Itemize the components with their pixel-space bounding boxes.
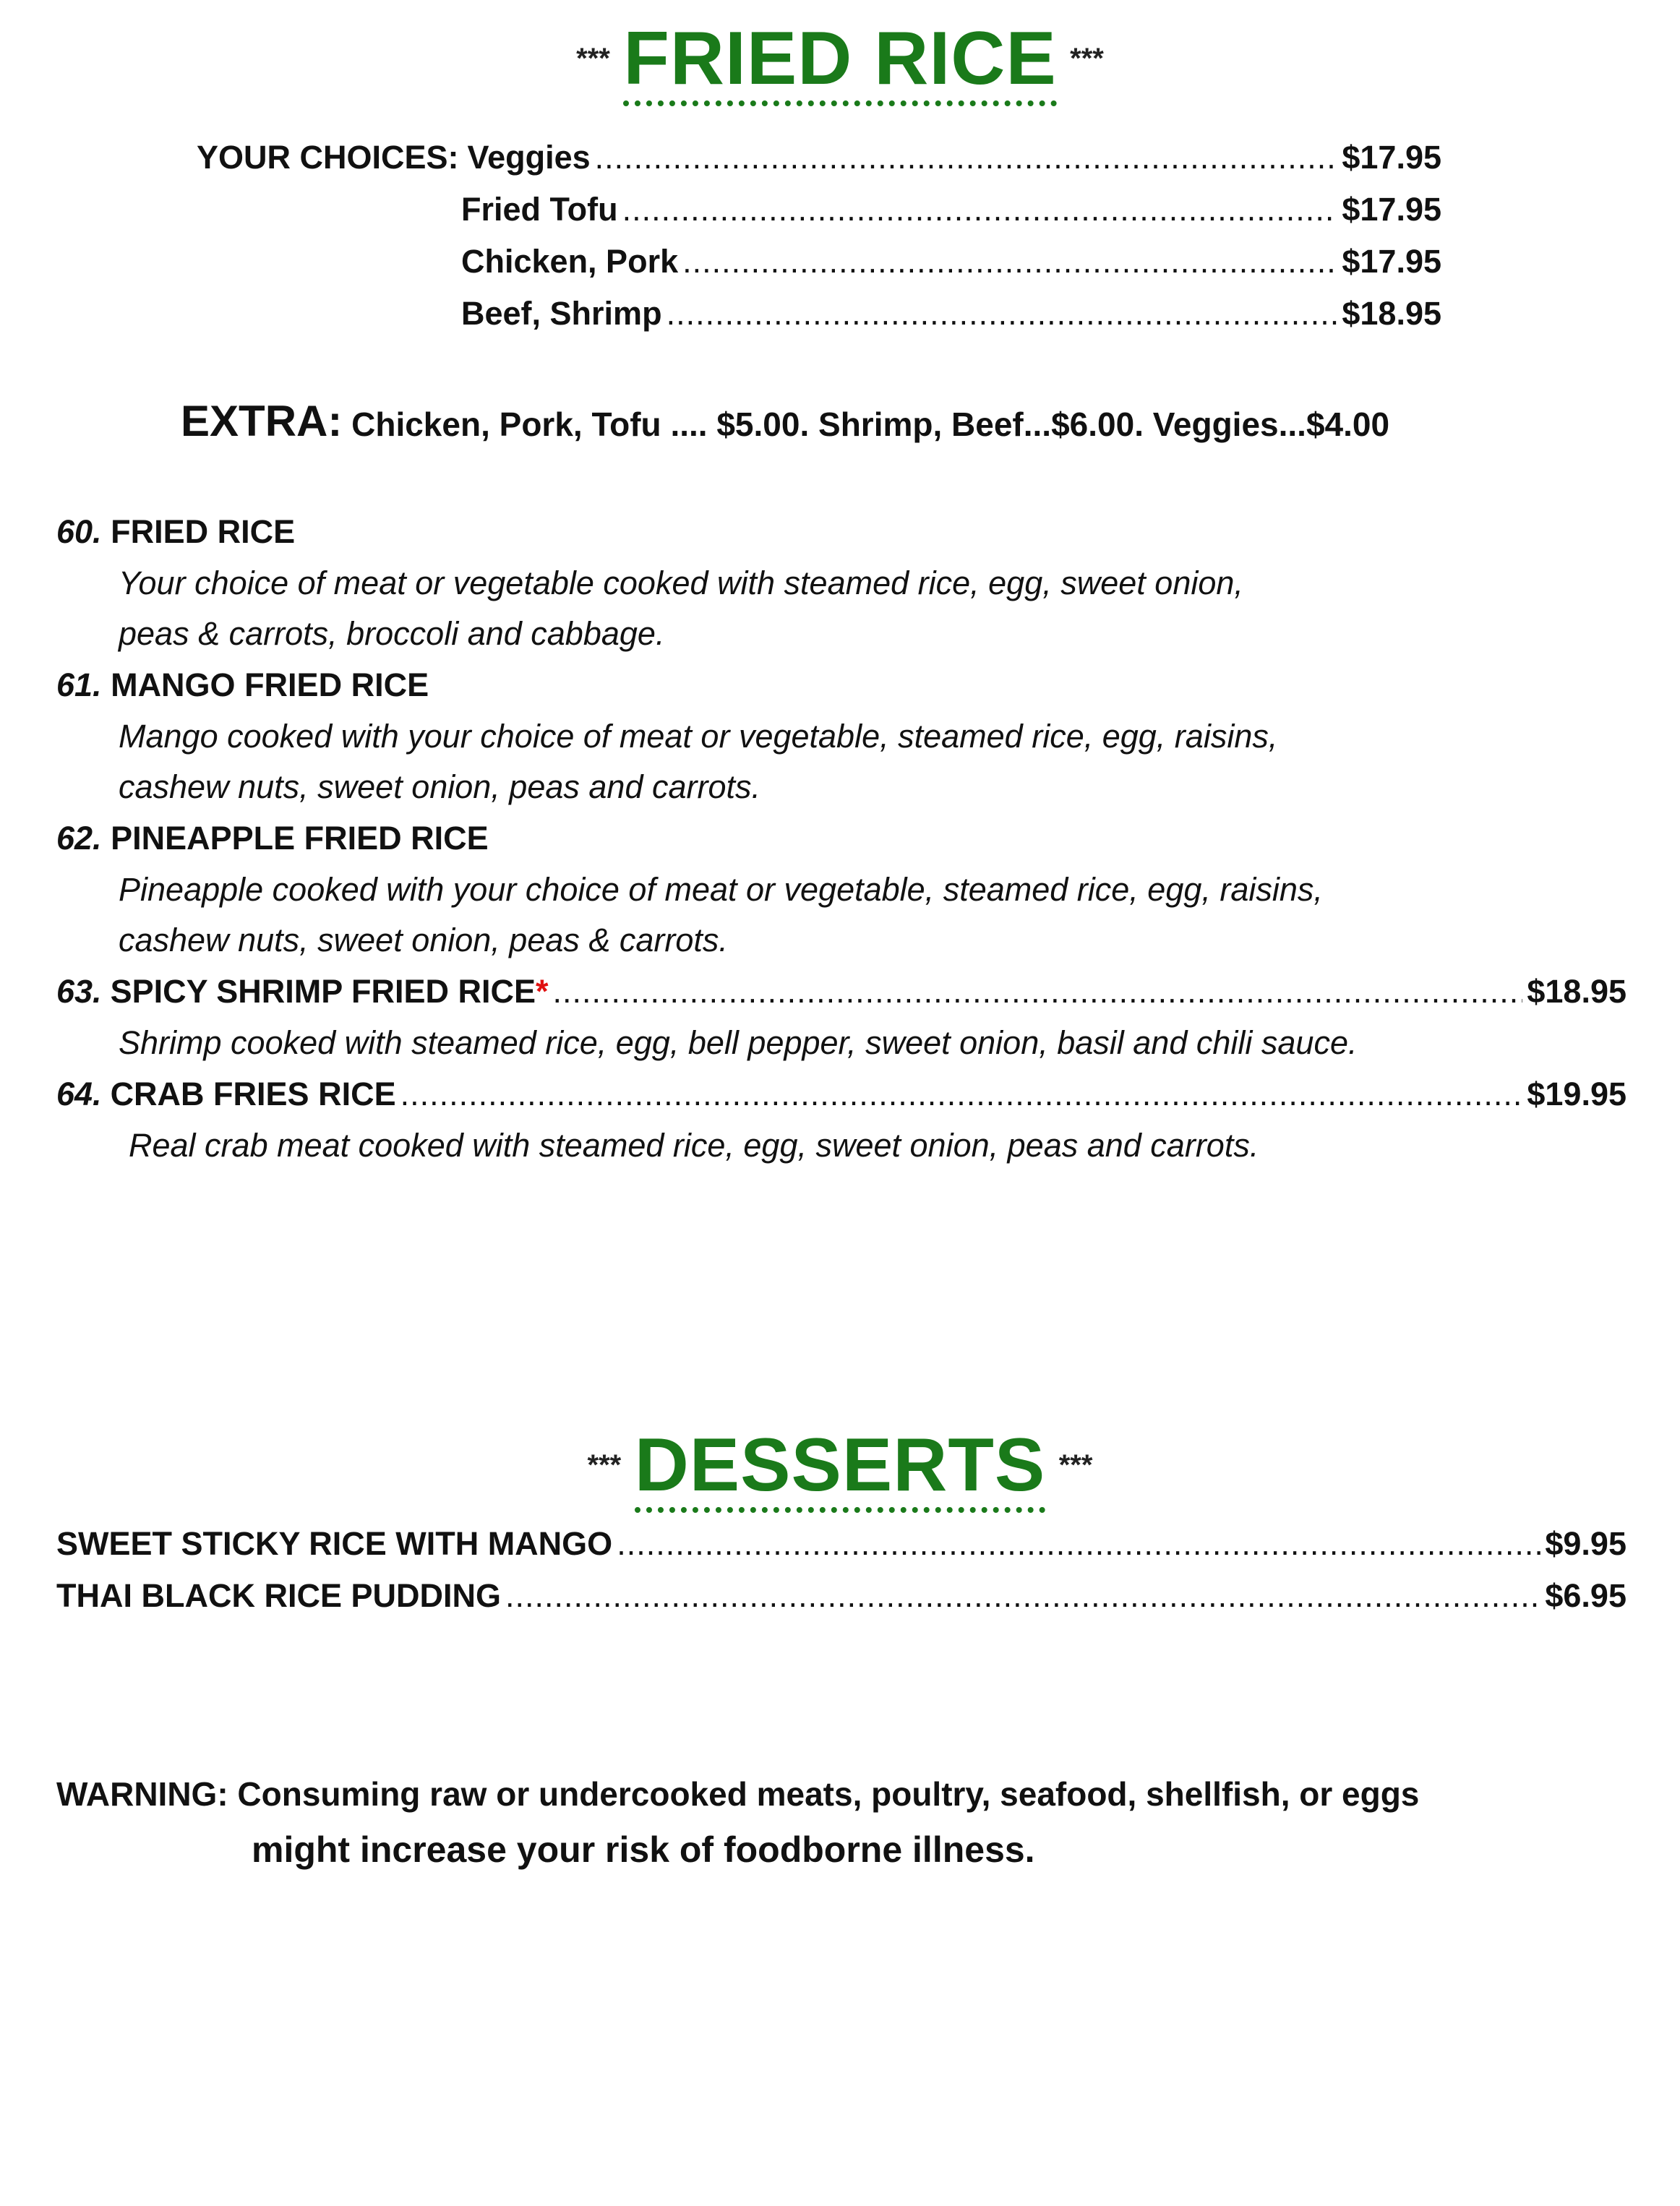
desc-line: Your choice of meat or vegetable cooked with steamed rice, egg, sweet onion, [119, 565, 1243, 601]
item-price: $18.95 [1527, 973, 1627, 1010]
item-price: $19.95 [1527, 1076, 1627, 1112]
desc-line: Pineapple cooked with your choice of meat or vegetable, steamed rice, egg, raisins, [119, 871, 1323, 908]
extra-text: Chicken, Pork, Tofu .... $5.00. Shrimp, Beef...$6.00. Veggies...$4.00 [351, 405, 1390, 443]
item-description [129, 1120, 1627, 1171]
choice-name: Fried Tofu [461, 191, 618, 228]
fried-rice-heading [0, 16, 1680, 102]
desserts-heading [0, 1422, 1680, 1508]
leader-dots [667, 295, 1338, 332]
extra-label: EXTRA: [181, 397, 343, 445]
fried-rice-title: FRIED RICE [623, 17, 1057, 100]
dessert-price: $9.95 [1545, 1525, 1627, 1562]
desserts-list [56, 1525, 1627, 1629]
choice-row [461, 243, 1441, 295]
desc-line: cashew nuts, sweet onion, peas and carrots. [119, 768, 761, 805]
desserts-title: DESSERTS [634, 1423, 1046, 1507]
choice-row [461, 295, 1441, 347]
leader-dots [682, 243, 1337, 280]
heading-stars-right: *** [1070, 43, 1104, 74]
item-number: 61. [56, 666, 102, 703]
item-number: 64. [56, 1076, 102, 1112]
choice-name: Veggies [467, 139, 591, 176]
item-number: 60. [56, 513, 102, 550]
item-name: CRAB FRIES RICE [110, 1076, 396, 1112]
menu-item-title [56, 966, 1627, 1018]
item-name: FRIED RICE [111, 513, 296, 550]
dessert-name: SWEET STICKY RICE WITH MANGO [56, 1525, 613, 1562]
item-name: MANGO FRIED RICE [111, 666, 429, 703]
warning-line-2: might increase your risk of foodborne illness. [252, 1829, 1035, 1870]
item-description [119, 558, 1627, 659]
item-description [119, 1018, 1627, 1068]
choice-name: Chicken, Pork [461, 243, 679, 280]
item-name: SPICY SHRIMP FRIED RICE [110, 973, 536, 1010]
desc-line: Shrimp cooked with steamed rice, egg, bell pepper, sweet onion, basil and chili sauce. [119, 1024, 1358, 1061]
dessert-price: $6.95 [1545, 1577, 1627, 1614]
leader-dots [400, 1068, 1523, 1120]
choices-label: YOUR CHOICES: [197, 139, 459, 176]
heading-stars-left: *** [587, 1449, 622, 1481]
item-description [119, 864, 1627, 966]
leader-dots [595, 139, 1338, 176]
dessert-row [56, 1577, 1627, 1629]
choice-row [461, 191, 1441, 243]
leader-dots [617, 1525, 1540, 1563]
dessert-name: THAI BLACK RICE PUDDING [56, 1577, 501, 1614]
heading-stars-left: *** [576, 43, 610, 74]
menu-item-title [56, 506, 1627, 558]
choice-price: $17.95 [1342, 243, 1441, 280]
warning-line-1: WARNING: Consuming raw or undercooked meats, poultry, seafood, shellfish, or eggs [56, 1775, 1420, 1813]
menu-item-title [56, 1068, 1627, 1120]
fried-rice-items [56, 506, 1627, 1171]
menu-item-title [56, 659, 1627, 711]
extra-line [181, 396, 1389, 446]
choices-list [197, 139, 1441, 347]
leader-dots [622, 191, 1338, 228]
desc-line: Mango cooked with your choice of meat or vegetable, steamed rice, egg, raisins, [119, 718, 1278, 755]
desc-line: Real crab meat cooked with steamed rice, egg, sweet onion, peas and carrots. [129, 1127, 1259, 1164]
desc-line: cashew nuts, sweet onion, peas & carrots. [119, 922, 728, 958]
item-name: PINEAPPLE FRIED RICE [111, 820, 489, 857]
choice-price: $17.95 [1342, 139, 1441, 176]
leader-dots [553, 966, 1523, 1018]
leader-dots [505, 1577, 1540, 1615]
dessert-row [56, 1525, 1627, 1577]
choice-price: $18.95 [1342, 295, 1441, 332]
item-description [119, 711, 1627, 812]
menu-item-title [56, 812, 1627, 864]
choice-row [197, 139, 1441, 191]
choice-name: Beef, Shrimp [461, 295, 662, 332]
item-number: 63. [56, 973, 102, 1010]
heading-stars-right: *** [1058, 1449, 1093, 1481]
item-number: 62. [56, 820, 102, 857]
choice-price: $17.95 [1342, 191, 1441, 228]
desc-line: peas & carrots, broccoli and cabbage. [119, 615, 665, 652]
spicy-marker: * [536, 973, 549, 1010]
